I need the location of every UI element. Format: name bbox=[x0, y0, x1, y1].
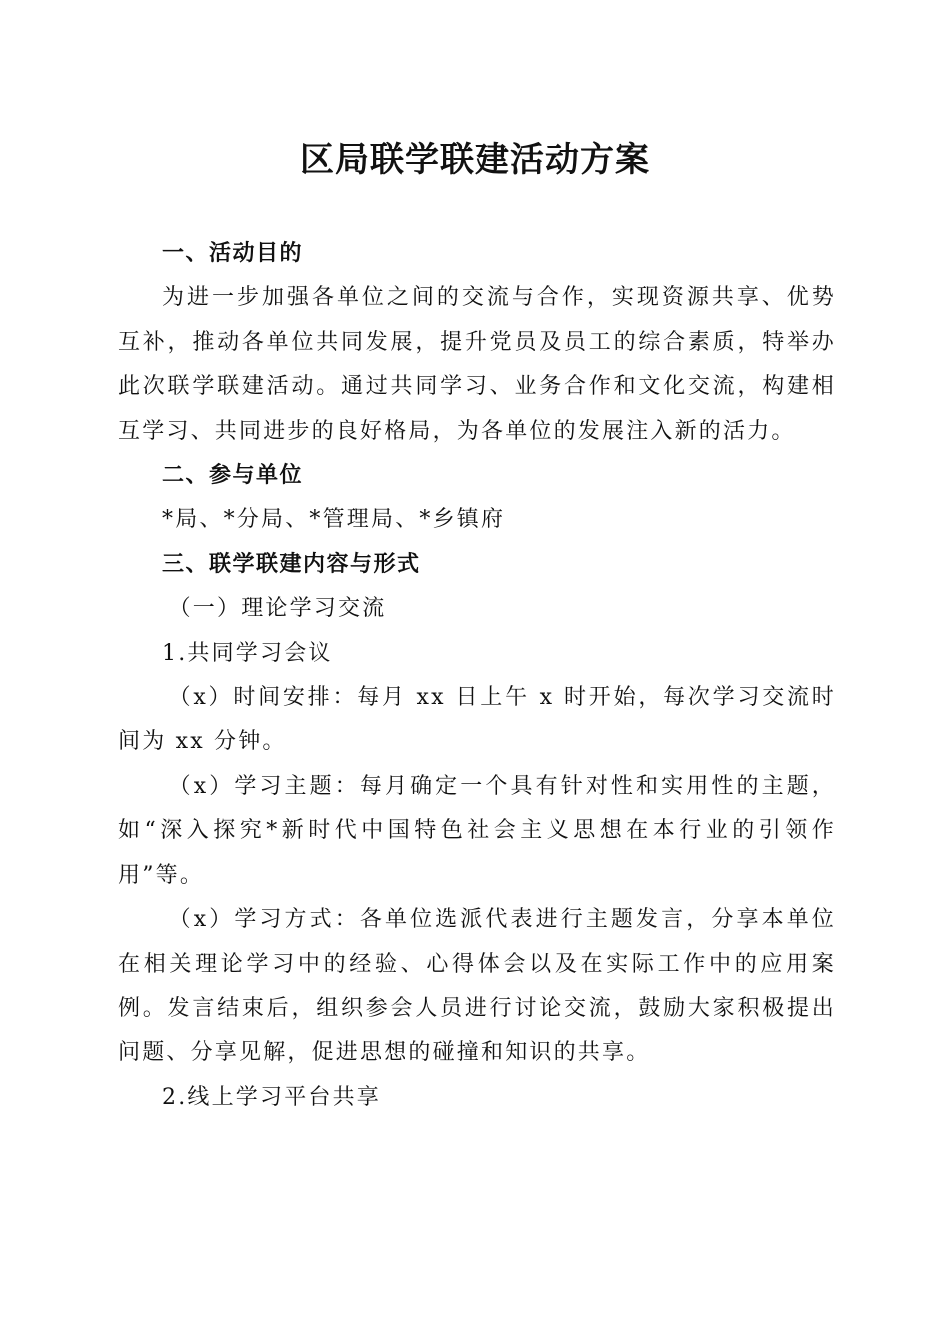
item-online-platform: 2.线上学习平台共享 bbox=[162, 1084, 381, 1110]
section-heading-units: 二、参与单位 bbox=[162, 463, 304, 489]
paragraph-topic: （x）学习主题：每月确定一个具有针对性和实用性的主题，如“深入探究*新时代中国特色社会主义思想在本行业的引领作用”等。 bbox=[118, 773, 836, 888]
paragraph-method: （x）学习方式：各单位选派代表进行主题发言，分享本单位在相关理论学习中的经验、心得体会以及在实际工作中的应用案例。发言结束后，组织参会人员进行讨论交流，鼓励大家积极提出问题、分享见解，促进思想的碰撞和知识的共享。 bbox=[118, 907, 836, 1066]
item-joint-meeting: 1.共同学习会议 bbox=[162, 640, 333, 666]
document-title: 区局联学联建活动方案 bbox=[300, 140, 650, 180]
section-heading-content: 三、联学联建内容与形式 bbox=[162, 551, 421, 577]
paragraph-schedule: （x）时间安排：每月 xx 日上午 x 时开始，每次学习交流时间为 xx 分钟。 bbox=[118, 685, 836, 755]
paragraph-purpose: 为进一步加强各单位之间的交流与合作，实现资源共享、优势互补，推动各单位共同发展，提升党员及员工的综合素质，特举办此次联学联建活动。通过共同学习、业务合作和文化交流，构建相互学习、共同进步的良好格局，为各单位的发展注入新的活力。 bbox=[118, 285, 836, 444]
subsection-heading-theory: （一）理论学习交流 bbox=[168, 596, 387, 622]
section-heading-purpose: 一、活动目的 bbox=[162, 241, 304, 266]
document-body bbox=[118, 232, 836, 1120]
paragraph-units: *局、*分局、*管理局、*乡镇府 bbox=[162, 507, 506, 533]
